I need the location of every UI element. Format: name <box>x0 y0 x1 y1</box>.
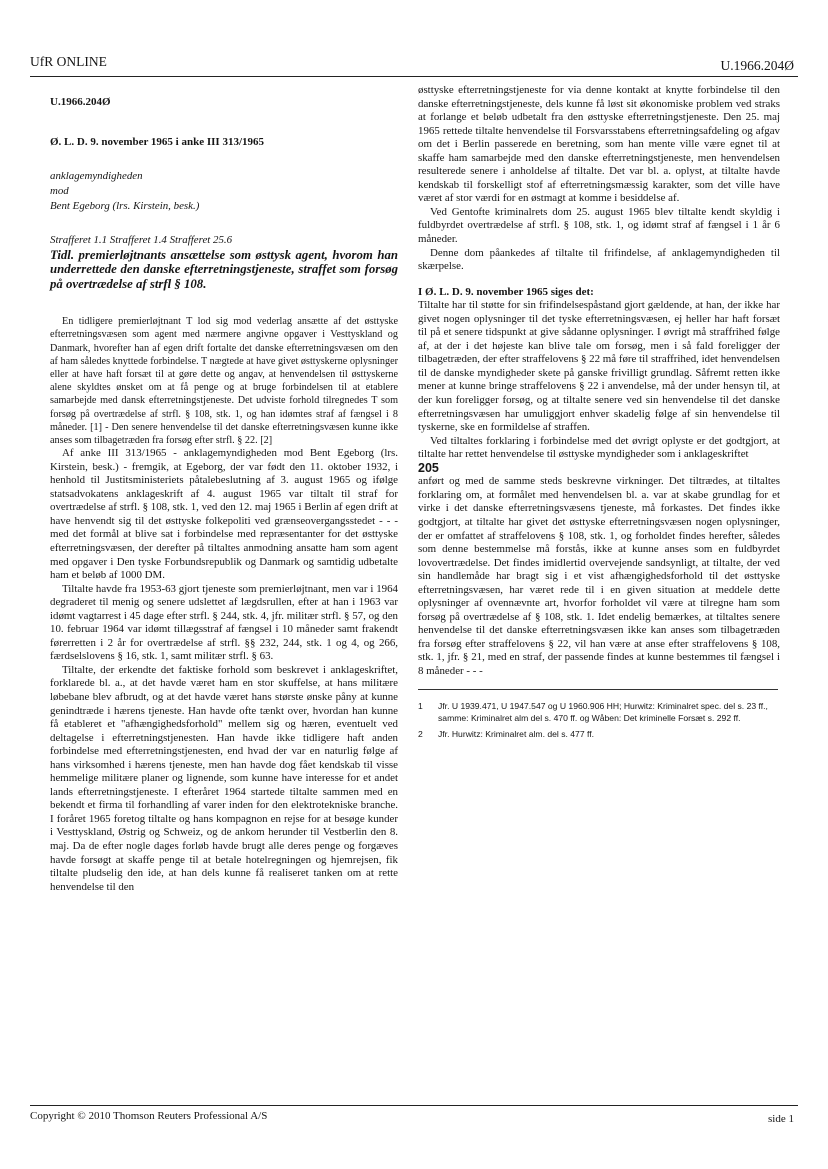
footnote-text: Jfr. Hurwitz: Kriminalret alm. del s. 477 ff. <box>438 728 595 739</box>
footnote-divider <box>418 689 778 690</box>
left-column <box>50 84 398 894</box>
page-number-marker: 205 <box>418 460 439 475</box>
footnote <box>418 728 780 740</box>
body-paragraph: Tiltalte, der erkendte det faktiske forhold som beskrevet i anklageskriftet, forklarede bl. a., at det havde været ham en stor skuffelse, at hans militære løbebane blev afbrudt, og at det havde været hans største ønske påny at kunne genindtræde i hærens tjeneste. Han havde ofte tænkt over, hvordan han kunne få etableret et "afhængighedsforhold" mellem sig og hæren, eventuelt ved deltagelse i efterretningstjenesten. Han havde ikke tidligere haft anden forbindelse med efterretningstjenesten, end hvad der var en naturlig følge af hans virksomhed i hærens tjeneste, men han havde dog fået kendskab til visse hemmelige militære planer og lignende, som kunne have interesse for et andet lands efterretningstjeneste. I efteråret 1964 startede tiltalte sammen med en bekendt et firma til forhandling af varer inden for den elektrotekniske branche. I foråret 1965 foretog tiltalte og hans kompagnon en rejse for at besøge kunder i Vesttyskland, Østrig og Schweiz, og de ankom herunder til Vestberlin den 8. maj. Da de efter nogle dages forløb havde brugt alle deres penge og forgæves havde forsøgt at skaffe penge til at betale hotelregningen og hjemrejsen, fik tiltalte pludselig den ide, at han dels kunne få realiseret tanken om at rette henvendelse til den <box>50 663 398 893</box>
abstract-paragraph: En tidligere premierløjtnant T lod sig mod vederlag ansætte af det østtyske efterretningsvæsen som agent med nærmere angivne opgaver i Vesttyskland og Danmark, hvorefter han af egen drift fortalte det danske efterretningsvæsen om den af ham således knyttede forbindelse. T nægtede at have givet østtyskerne oplysninger eller at have haft forsæt til at gøre dette og angav, at henvendelsen til østtyskerne alene skyldtes ønsket om at få penge og at bruge forbindelsen til at etablere samarbejde med dansk efterretningstjeneste. Det udviste forhold tilregnedes T som forsøg på overtrædelse af strfl. § 108, stk. 1, og han idømtes straf af fængsel i 8 måneder. [1] - Den senere henvendelse til det danske efterretningsvæsen kunne ikke anses som tilbagetræden fra forsøg efter strfl. § 22. [2] <box>50 316 398 446</box>
header-source: UfR ONLINE <box>30 54 107 69</box>
body-paragraph: Ved tiltaltes forklaring i forbindelse med det øvrigt oplyste er det godtgjort, at tiltalte har rettet henvendelse til østtyske myndigheder som i anklageskriftet <box>418 434 780 461</box>
parties <box>50 169 398 214</box>
party-prosecution: anklagemyndigheden <box>50 170 143 183</box>
keywords: Strafferet 1.1 Strafferet 1.4 Strafferet 25.6 <box>50 234 233 247</box>
header-reference: U.1966.204Ø <box>720 58 794 73</box>
footnote-number: 2 <box>418 728 423 739</box>
body-paragraph: Tiltalte har til støtte for sin frifindelsespåstand gjort gældende, at han, der ikke har givet nogen oplysninger til det tyske efterretningsvæsen, ej heller har haft forsæt til på et senere tidspunkt at give sådanne oplysninger. I øvrigt må straffrihed følge af, at der i det højeste kan blive tale om forsøg, men i så fald foreligger der tilbagetræden, der efter straffelovens § 22 må føre til straffrihed, idet henvendelsen til de danske myndigheder skete på ganske frivilligt grundlag. Såfremt retten ikke mener at kunne bringe straffelovens § 22 i anvendelse, må der under hensyn til, at der kun foreligger forsøg, og at tiltalte senere ved sin henvendelse til det danske efterretningsvæsen har umuliggjort enhver skadelig følge af sin henvendelse til tyskerne, ske en formildelse af straffen. <box>418 299 780 434</box>
verdict-heading: I Ø. L. D. 9. november 1965 siges det: <box>418 285 594 298</box>
body-paragraph: anført og med de samme steds beskrevne virkninger. Det tiltrædes, at tiltaltes forklaring om, at formålet med henvendelsen bl. a. var at skabe grundlag for et virke i det danske efterretningsvæsens tjeneste, må forkastes. Det findes ikke godtgjort, at tiltalte har givet det østtyske efterretningsvæsen nogen oplysninger, der er omfattet af straffelovens § 108, stk. 1, og forholdet findes herefter, således som denne bestemmelse må forstås, ikke at kunne anses som en fuldbyrdet lovovertrædelse. Det findes imidlertid overvejende sandsynligt, at tiltalte, der ved sin handlemåde har bragt sig i et vist afhængighedsforhold til det østtyske efterretningsvæsen, har været rede til i en given situation at meddele dette oplysninger af ovennævnte art, hvorfor forholdet vil være at tilregne ham som forsøg på overtrædelse af § 108, stk. 1. Idet endelig bemærkes, at tiltaltes senere henvendelse til det danske efterretningsvæsen ikke kan anses som tilbagetræden fra forsøg efter straffelovens § 22, vil han være at anse efter straffelovens § 108, stk. 1, jfr. § 21, med en straf, der passende findes at kunne bestemmes til fængsel i 8 måneder - - - <box>418 475 780 677</box>
header-divider <box>30 76 798 77</box>
right-column <box>418 84 780 744</box>
court-line: Ø. L. D. 9. november 1965 i anke III 313/1965 <box>50 135 265 148</box>
body-paragraph: Denne dom påankedes af tiltalte til frifindelse, af anklagemyndigheden til skærpelse. <box>418 246 780 273</box>
footer-page-label: side 1 <box>768 1113 794 1125</box>
body-paragraph: Ved Gentofte kriminalrets dom 25. august 1965 blev tiltalte kendt skyldig i fuldbyrdet overtrædelse af strfl. § 108, stk. 1, og idømt straf af fængsel i 1 år 6 måneder. <box>418 205 780 246</box>
footnote-number: 1 <box>418 700 423 711</box>
body-paragraph: Tiltalte havde fra 1953-63 gjort tjeneste som premierløjtnant, men var i 1964 degraderet til menig og senere udslettet af lægdsrullen, efter at han i 1963 var idømt vagtarrest i 45 dage efter strfl. § 244, stk. 4, jfr. militær strfl. § 57, og den 10. februar 1964 var idømt tillægsstraf af fængsel i 10 måneder samt frakendt førerretten i 2 år for overtrædelse af strfl. §§ 232, 244, stk. 1 og 4, og 266, færdselslovens § 16, stk. 1, samt militær strfl. § 63. <box>50 582 398 663</box>
body-paragraph: Af anke III 313/1965 - anklagemyndigheden mod Bent Egeborg (lrs. Kirstein, besk.) - fremgik, at Egeborg, der var født den 11. oktober 1932, i henhold til Justitsministeriets påtalebeslutning af 3. august 1965 og ifølge statsadvokatens anklageskrift af 4. august 1965 var tiltalt til straf for overtrædelse af strfl. § 108, stk. 1, ved den 12. maj 1965 i Berlin af egen drift at have henvendt sig til det østtyske folkepoliti ved grænseovergangsstedet - - - med det formål at blive sat i forbindelse med repræsentanter for det østtyske efterretningsvæsen, der derefter på tiltaltes anmodning ansatte ham som agent med opgaver i Den tyske Forbundsrepublik og Danmark og samtidig udbetalte ham et beløb af 1000 DM. <box>50 447 398 582</box>
case-summary: Tidl. premierløjtnants ansættelse som østtysk agent, hvorom han underrettede den danske efterretningstjeneste, straffet som forsøg på overtrædelse af strfl § 108. <box>50 247 398 291</box>
footnote-text: Jfr. U 1939.471, U 1947.547 og U 1960.906 HH; Hurwitz: Kriminalret spec. del s. 23 ff., samme: Kriminalret alm del s. 470 ff. og Wåben: Det kriminelle Forsæt s. 292 ff. <box>438 700 768 723</box>
footer-divider <box>30 1105 798 1106</box>
case-reference: U.1966.204Ø <box>50 96 111 108</box>
footer-copyright: Copyright © 2010 Thomson Reuters Professional A/S <box>30 1110 268 1122</box>
party-defendant: Bent Egeborg (lrs. Kirstein, besk.) <box>50 200 200 213</box>
footnote <box>418 700 780 724</box>
party-versus: mod <box>50 185 69 198</box>
body-paragraph: østtyske efterretningstjeneste for via denne kontakt at knytte forbindelse til den danske efterretningstjeneste, dels kunne få løst sit økonomiske problem ved straks at forlange et beløb udbetalt fra den østtyske efterretningstjeneste. Den 25. maj 1965 rettede tiltalte henvendelse til Forsvarsstabens efterretningsafdeling og afgav om det i Berlin passerede en beretning, som han mente ville være egnet til at skaffe ham samarbejde med den danske efterretningstjeneste, men henvendelsen resulterede senere i anholdelse af tiltalte. Det var bl. a. oplyst, at tiltalte havde kendskab til forskelligt stof af efterretningsmæssig karakter, som det ville have været af stor værdi for en østmagt at komme i besiddelse af. <box>418 84 780 205</box>
